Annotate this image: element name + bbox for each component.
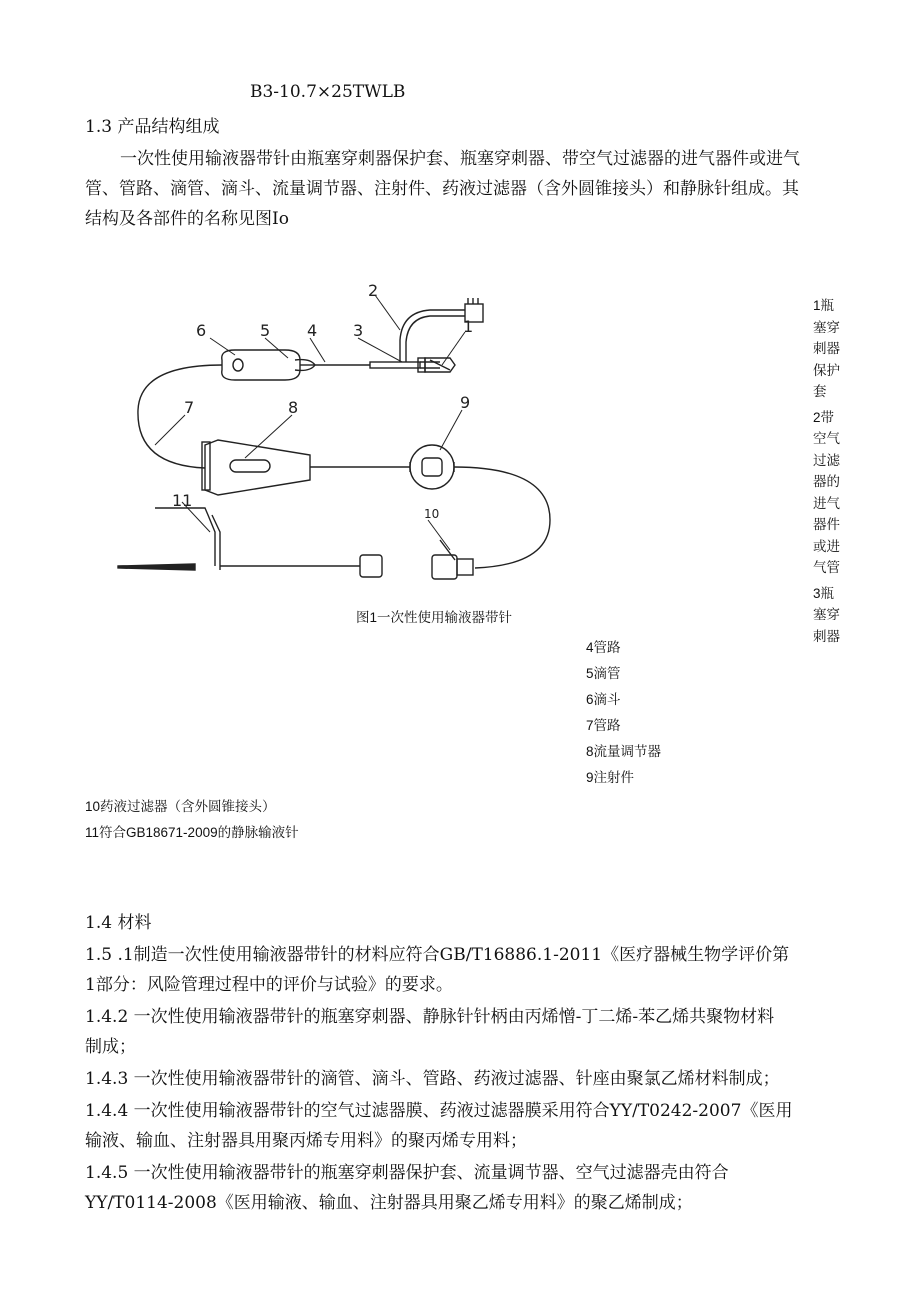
legend-item: 7管路 <box>586 718 621 733</box>
infusion-set-diagram <box>110 270 580 590</box>
paragraph-line: 1.4.3 一次性使用输液器带针的滴管、滴斗、管路、药液过滤器、针座由聚氯乙烯材料制成； <box>85 1069 780 1089</box>
paragraph-line: 1部分：风险管理过程中的评价与试验》的要求。 <box>85 975 453 995</box>
legend-item: 5滴管 <box>586 666 621 681</box>
callout-8: 8 <box>288 398 299 417</box>
paragraph-line: 制成； <box>85 1037 136 1057</box>
bottle-spike <box>370 358 440 372</box>
legend-column-middle <box>586 635 661 791</box>
legend-item: 8流量调节器 <box>586 744 662 759</box>
legend-item: 11符合GB18671-2009的静脉输液针 <box>85 825 299 840</box>
legend-item: 4管路 <box>586 640 621 655</box>
paragraph-line: 输液、输血、注射器具用聚丙烯专用料》的聚丙烯专用料； <box>85 1131 527 1151</box>
callout-4: 4 <box>307 321 318 340</box>
section-heading-1-3: 1.3 产品结构组成 <box>85 117 220 137</box>
paragraph-line: YY/T0114-2008《医用输液、输血、注射器具用聚乙烯专用料》的聚乙烯制成； <box>85 1193 693 1213</box>
callout-1: 1 <box>463 317 474 336</box>
iv-needle <box>118 508 220 570</box>
spike-protector <box>425 358 455 372</box>
liquid-filter <box>432 540 473 579</box>
legend-item: 6滴斗 <box>586 692 621 707</box>
paragraph-line: 1.4.5 一次性使用输液器带针的瓶塞穿刺器保护套、流量调节器、空气过滤器壳由符合 <box>85 1163 729 1183</box>
paragraph-line: 1.5 .1制造一次性使用输液器带针的材料应符合GB/T16886.1-2011《医疗器械生物学评价第 <box>85 945 790 965</box>
legend-item: 2带空气过滤器的进气器件或进气管 <box>813 409 840 575</box>
figure-caption: 图1一次性使用输液器带针 <box>356 610 513 625</box>
callout-5: 5 <box>260 321 271 340</box>
legend-item: 3瓶塞穿刺器 <box>813 585 840 644</box>
product-code: B3-10.7×25TWLB <box>250 82 406 102</box>
paragraph-line: 一次性使用输液器带针由瓶塞穿刺器保护套、瓶塞穿刺器、带空气过滤器的进气器件或进气 <box>120 149 800 169</box>
drip-tube <box>295 360 315 371</box>
callout-2: 2 <box>368 281 379 300</box>
paragraph-line: 结构及各部件的名称见图Io <box>85 209 289 229</box>
legend-item: 9注射件 <box>586 770 635 785</box>
legend-item: 1瓶塞穿刺器保护套 <box>813 298 840 399</box>
callout-3: 3 <box>353 321 364 340</box>
paragraph-line: 管、管路、滴管、滴斗、流量调节器、注射件、药液过滤器（含外圆锥接头）和静脉针组成。其 <box>85 179 799 199</box>
callout-10: 10 <box>424 507 440 521</box>
injection-site <box>410 445 454 489</box>
tubing-segment <box>454 467 550 568</box>
callout-7: 7 <box>184 398 195 417</box>
legend-column-right <box>813 295 845 651</box>
paragraph-line: 1.4.2 一次性使用输液器带针的瓶塞穿刺器、静脉针针柄由丙烯憎-丁二烯-苯乙烯共聚物材料 <box>85 1007 775 1027</box>
paragraph-line: 1.4.4 一次性使用输液器带针的空气过滤器膜、药液过滤器膜采用符合YY/T0242-2007《医用 <box>85 1101 793 1121</box>
callout-6: 6 <box>196 321 207 340</box>
callout-9: 9 <box>460 393 471 412</box>
callout-11: 11 <box>172 491 193 510</box>
needle-hub <box>220 555 382 577</box>
legend-item: 10药液过滤器（含外圆锥接头） <box>85 799 276 814</box>
section-heading-1-4: 1.4 材料 <box>85 913 152 933</box>
